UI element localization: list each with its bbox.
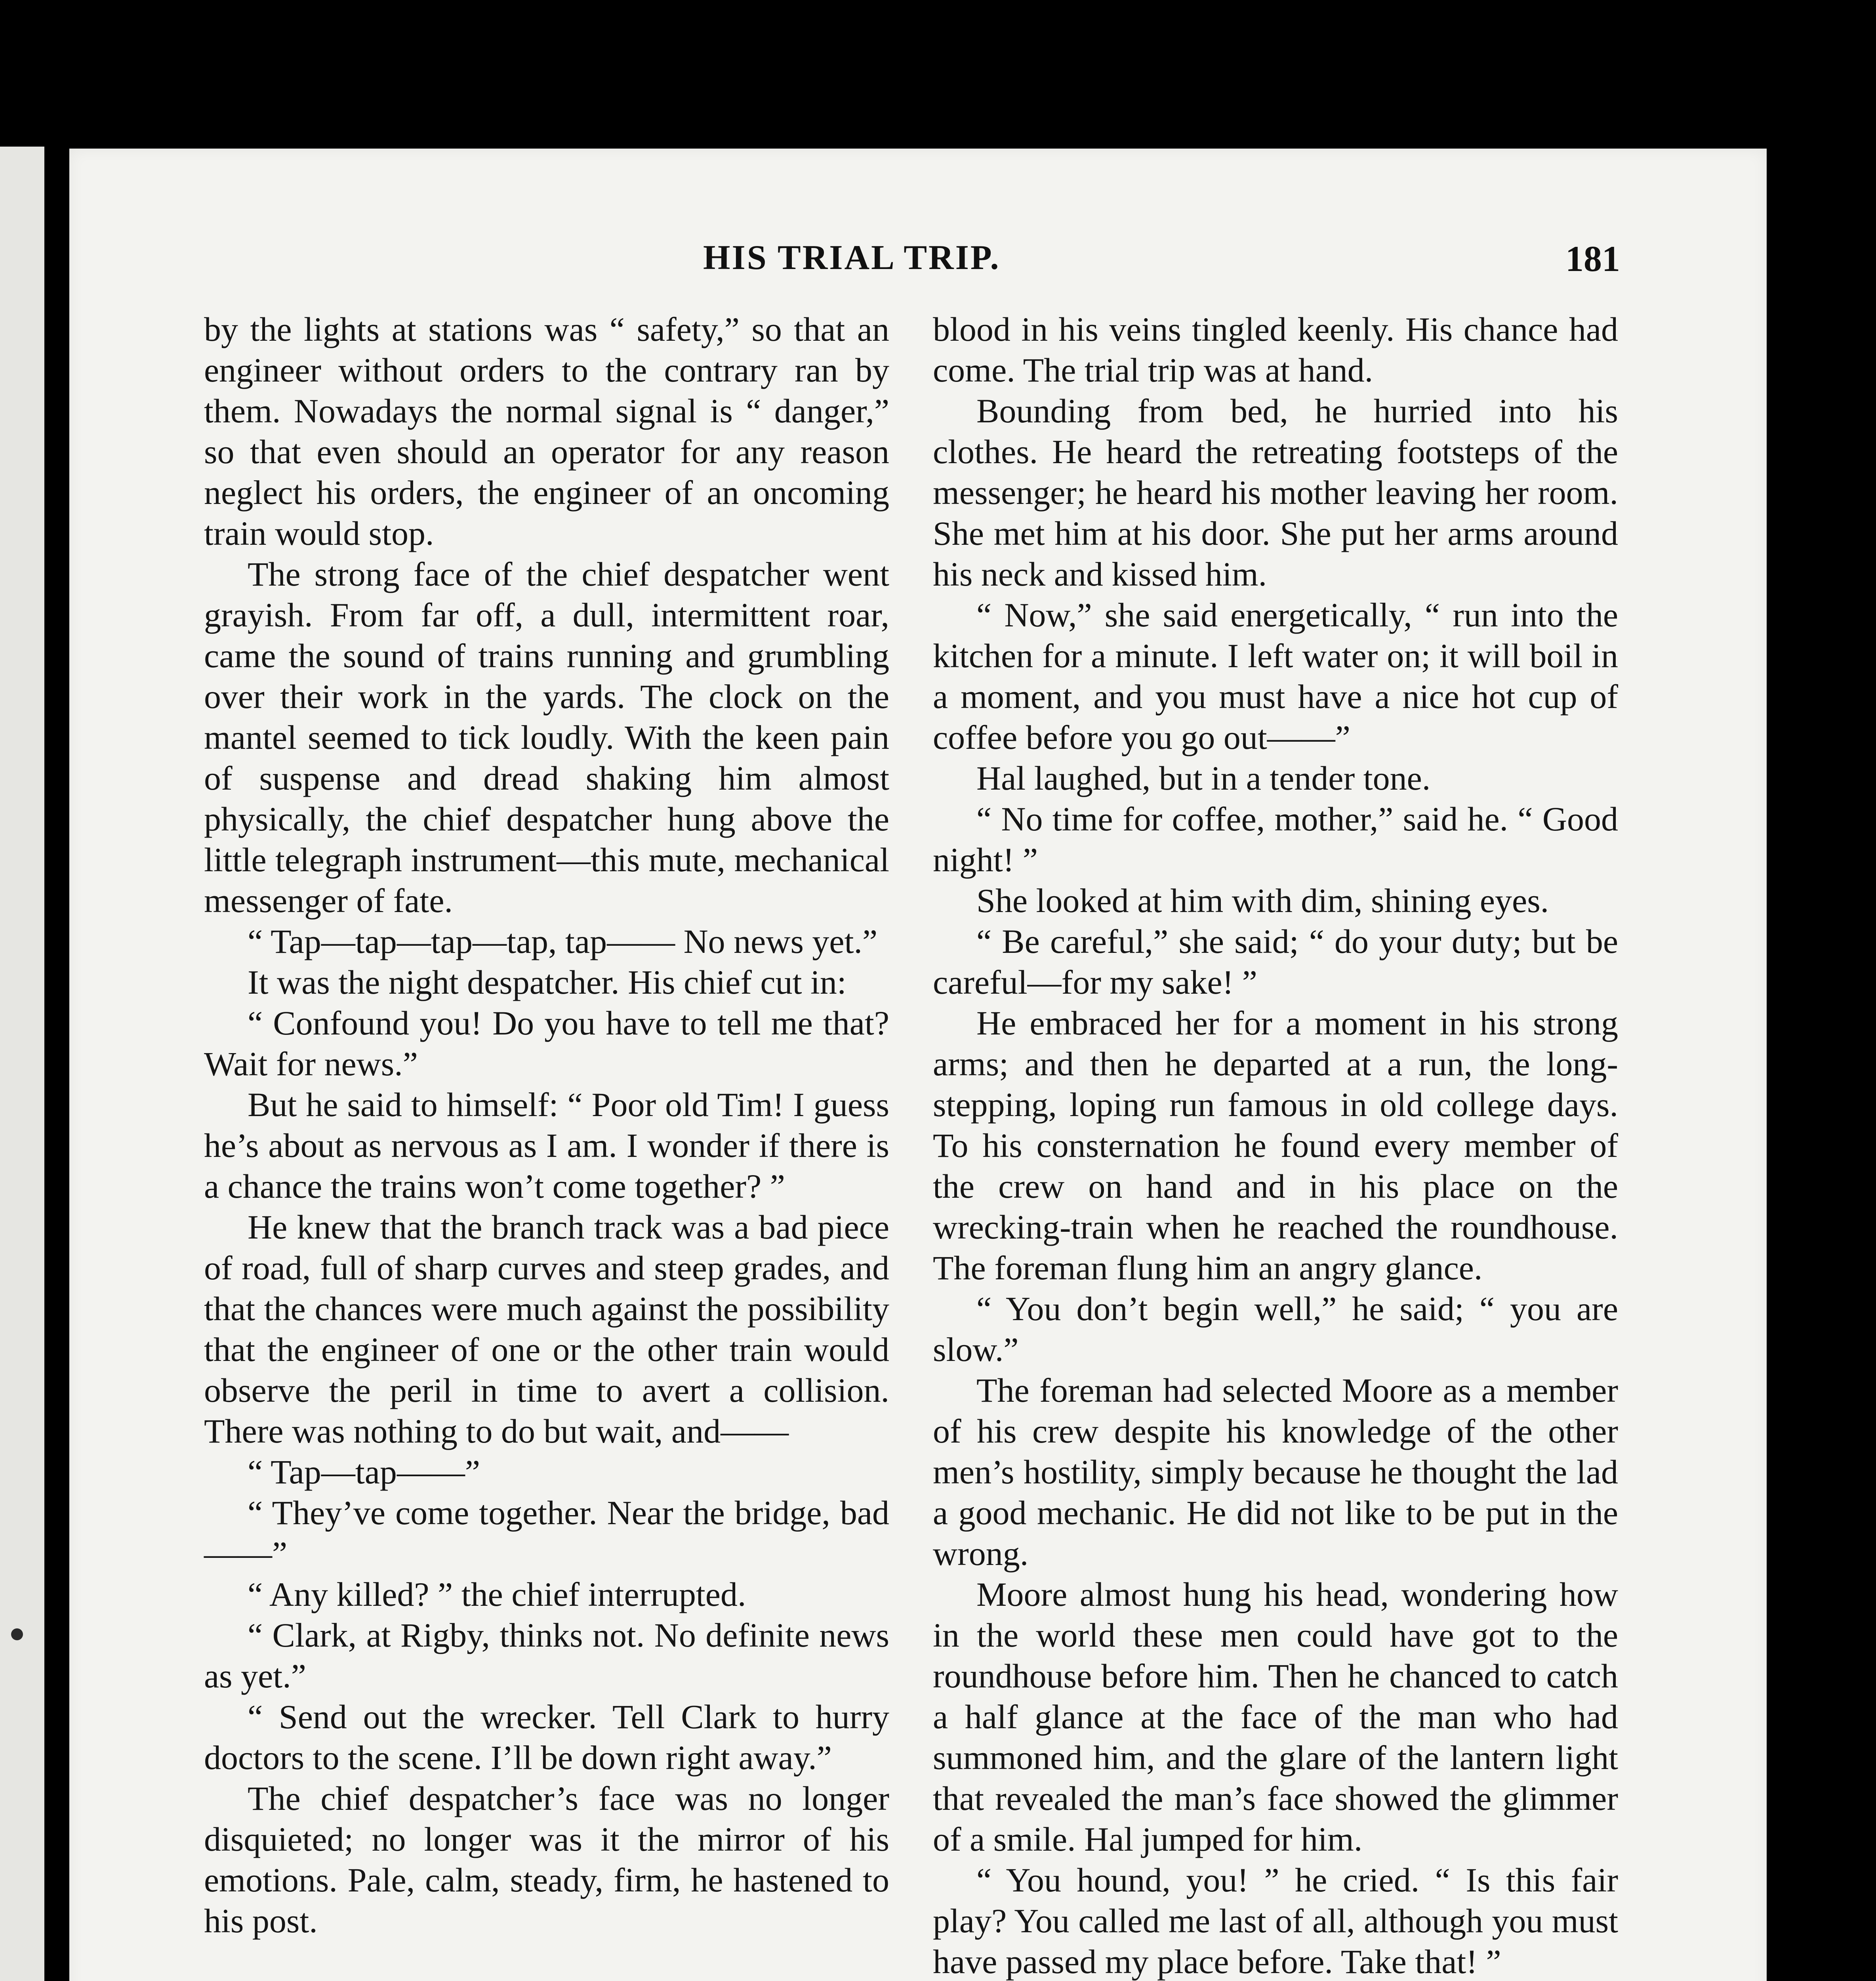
paragraph: “ Tap—tap—tap—tap, tap—— No news yet.” [248, 922, 878, 960]
paragraph: “ Send out the wrecker. Tell Clark to hurry doctors to the scene. I’ll be down right away.” [204, 1698, 889, 1777]
facing-page-mark [11, 1628, 23, 1640]
paragraph: But he said to himself: “ Poor old Tim! I guess he’s about as nervous as I am. I wonder if there is a chance the trains won’t come together? ” [204, 1086, 889, 1205]
paragraph: “ Be careful,” she said; “ do your duty; but be careful—for my sake! ” [933, 922, 1618, 1001]
paragraph: “ Tap—tap——” [248, 1453, 480, 1491]
paragraph: “ Any killed? ” the chief interrupted. [248, 1575, 746, 1613]
paragraph: Bounding from bed, he hurried into his clothes. He heard the retreating footsteps of the messenger; he heard his mother leaving her room. She met him at his door. She put her arms around his neck and kissed him. [933, 392, 1618, 593]
paragraph: by the lights at stations was “ safety,” so that an engineer without orders to the contrary ran by them. Nowadays the normal signal is “ danger,” so that even should an operator for any reason neglect his orders, the engineer of an oncoming train would stop. [204, 310, 889, 552]
paragraph: “ You don’t begin well,” he said; “ you are slow.” [933, 1290, 1618, 1368]
paragraph: Moore almost hung his head, wondering how in the world these men could have got to the roundhouse before him. Then he chanced to catch a half glance at the face of the man who had summoned him, and the glare of the lantern light that revealed the man’s face showed the glimmer of a smile. Hal jumped for him. [933, 1575, 1618, 1858]
paragraph: The strong face of the chief despatcher went grayish. From far off, a dull, intermittent roar, came the sound of trains running and grumbling over their work in the yards. The clock on the mantel seemed to tick loudly. With the keen pain of suspense and dread shaking him almost physically, the chief despatcher hung above the little telegraph instrument—this mute, mechanical messenger of fate. [204, 555, 889, 920]
paragraph: She looked at him with dim, shining eyes. [976, 882, 1549, 920]
left-column [204, 309, 889, 1981]
paragraph: The foreman had selected Moore as a member of his crew despite his knowledge of the other men’s hostility, simply because he thought the lad a good mechanic. He did not like to be put in the wrong. [933, 1371, 1618, 1573]
paragraph: He knew that the branch track was a bad piece of road, full of sharp curves and steep grades, and that the chances were much against the possibility that the engineer of one or the other train would observe the peril in time to avert a collision. There was nothing to do but wait, and—— [204, 1208, 889, 1450]
facing-page-edge [0, 147, 44, 1981]
paragraph: “ Now,” she said energetically, “ run into the kitchen for a minute. I left water on; it will boil in a moment, and you must have a nice hot cup of coffee before you go out——” [933, 596, 1618, 756]
paragraph: blood in his veins tingled keenly. His chance had come. The trial trip was at hand. [933, 310, 1618, 389]
book-page [69, 149, 1767, 1981]
page-number: 181 [1565, 239, 1620, 279]
paragraph: It was the night despatcher. His chief cut in: [248, 963, 846, 1001]
paragraph: The chief despatcher’s face was no longer disquieted; no longer was it the mirror of his emotions. Pale, calm, steady, firm, he hastened to his post. [204, 1779, 889, 1940]
paragraph: “ You hound, you! ” he cried. “ Is this fair play? You called me last of all, although you must have passed my place before. Take that! ” [933, 1861, 1618, 1981]
paragraph: He embraced her for a moment in his strong arms; and then he departed at a run, the long-stepping, loping run famous in old college days. To his consternation he found every member of the crew on hand and in his place on the wrecking-train when he reached the roundhouse. The foreman flung him an angry glance. [933, 1004, 1618, 1287]
right-column [933, 309, 1618, 1981]
paragraph: Hal laughed, but in a tender tone. [976, 759, 1431, 797]
running-head [69, 238, 1767, 301]
paragraph: “ No time for coffee, mother,” said he. “ Good night! ” [933, 800, 1618, 879]
paragraph: “ Confound you! Do you have to tell me that? Wait for news.” [204, 1004, 889, 1083]
paragraph: “ They’ve come together. Near the bridge, bad——” [204, 1494, 889, 1573]
running-title: HIS TRIAL TRIP. [703, 239, 1001, 277]
paragraph: “ Clark, at Rigby, thinks not. No definite news as yet.” [204, 1616, 889, 1695]
